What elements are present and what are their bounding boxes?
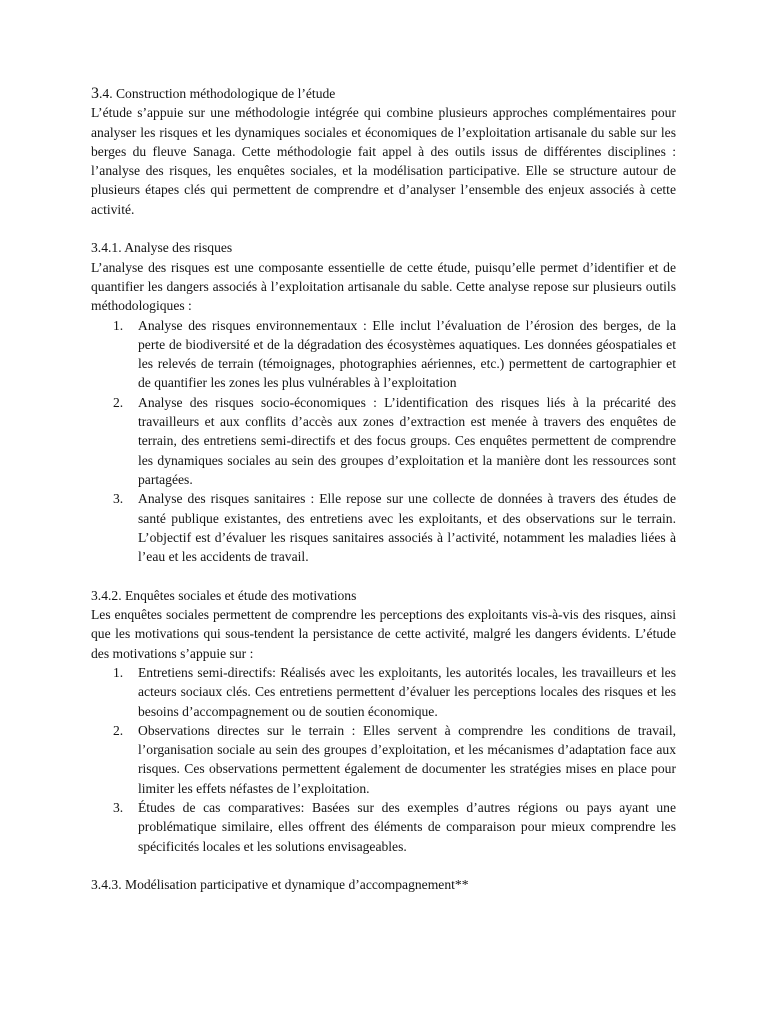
list-item — [91, 798, 676, 856]
list-item — [91, 663, 676, 721]
subsection-heading-participatory-modelling: 3.4.3. Modélisation participative et dynamique d’accompagnement** — [91, 877, 469, 893]
list-item-text: Analyse des risques environnementaux : Elle inclut l’évaluation de l’érosion des berges, de la perte de biodiversité et de la dégradation des écosystèmes aquatiques. Les données géospatiales et les relevés de terrain (témoignages, photographies aériennes, etc.) permettent de cartographier et de quantifier les zones les plus vulnérables à l’exploitation — [138, 317, 676, 391]
social-surveys-intro-paragraph: Les enquêtes sociales permettent de comprendre les perceptions des exploitants vis-à-vis des risques, ainsi que les motivations qui sous-tendent la persistance de cette activité, malgré les dangers évidents. L’étude des motivations s’appuie sur : — [91, 607, 676, 661]
list-item — [91, 316, 676, 393]
social-surveys-list — [91, 663, 676, 856]
subsection-heading-risk-analysis: 3.4.1. Analyse des risques — [91, 240, 233, 256]
list-marker: 1. — [113, 664, 124, 680]
risk-analysis-intro-paragraph: L’analyse des risques est une composante essentielle de cette étude, puisqu’elle permet d’identifier et de quantifier les dangers associés à l’exploitation artisanale du sable. Cette analyse repose sur plusieurs outils méthodologiques : — [91, 259, 676, 314]
spacer — [91, 566, 676, 585]
list-marker: 3. — [113, 491, 124, 507]
list-marker: 2. — [113, 722, 124, 738]
spacer — [91, 219, 676, 238]
list-item — [91, 393, 676, 489]
section-heading — [91, 84, 676, 103]
list-item-text: Analyse des risques socio-économiques : L’identification des risques liés à la précarité des travailleurs et aux conflits d’accès aux zones d’extraction est menée à travers des enquêtes de terrain, des entretiens semi-directifs et des focus groups. Ces enquêtes permettent de comprendre les dynamiques sociales au sein des groupes d’exploitation et la manière dont les ressources sont partagées. — [138, 394, 676, 487]
list-item — [91, 721, 676, 798]
list-marker: 3. — [113, 799, 124, 815]
section-intro-paragraph: L’étude s’appuie sur une méthodologie intégrée qui combine plusieurs approches complémentaires pour analyser les risques et les dynamiques sociales et économiques de l’exploitation artisanale du sable sur les berges du fleuve Sanaga. Cette méthodologie fait appel à des outils issus de différentes disciplines : l’analyse des risques, les enquêtes sociales, et la modélisation participative. Elle se structure autour de plusieurs étapes clés qui permettent de comprendre et d’analyser l’ensemble des enjeux associés à cette activité. — [91, 105, 676, 217]
list-item-text: Analyse des risques sanitaires : Elle repose sur une collecte de données à travers des études de santé publique existantes, des entretiens avec les exploitants, et des observations sur le terrain. L’objectif est d’évaluer les risques sanitaires associés à l’activité, notamment les maladies liées à l’eau et les accidents de travail. — [138, 491, 676, 565]
document-page — [91, 84, 676, 894]
list-item-text: Entretiens semi-directifs: Réalisés avec les exploitants, les autorités locales, les travailleurs et les acteurs sociaux clés. Ces entretiens permettent d’évaluer les perceptions locales des risques et les besoins d’accompagnement ou de soutien économique. — [138, 664, 676, 719]
list-item — [91, 489, 676, 566]
section-heading-number: 3 — [91, 85, 99, 102]
spacer — [91, 856, 676, 875]
subsection-heading-social-surveys: 3.4.2. Enquêtes sociales et étude des motivations — [91, 587, 357, 603]
section-heading-text: .4. Construction méthodologique de l’étude — [99, 86, 336, 101]
list-marker: 1. — [113, 317, 124, 333]
list-marker: 2. — [113, 394, 124, 410]
risk-analysis-list — [91, 316, 676, 567]
list-item-text: Observations directes sur le terrain : Elles servent à comprendre les conditions de travail, l’organisation sociale au sein des groupes d’exploitation, et les mécanismes d’adaptation face aux risques. Ces observations permettent également de documenter les stratégies mises en place pour limiter les effets néfastes de l’exploitation. — [138, 722, 676, 796]
list-item-text: Études de cas comparatives: Basées sur des exemples d’autres régions ou pays ayant une problématique similaire, elles offrent des éléments de comparaison pour mieux comprendre les spécificités locales et les solutions envisageables. — [138, 799, 676, 854]
